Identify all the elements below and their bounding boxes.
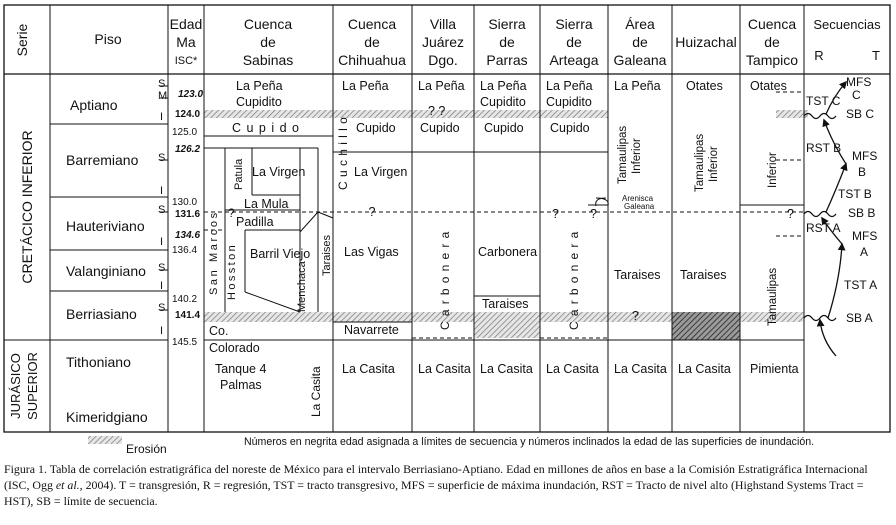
gal-arenisca: Arenisca — [622, 194, 654, 203]
header-chihuahua-3: Chihuahua — [338, 52, 406, 68]
art-la-pena: La Peña — [546, 79, 593, 93]
par-cupidito: Cupidito — [480, 95, 526, 109]
column-headers — [14, 16, 881, 68]
chi-cupido: Cupido — [356, 121, 396, 135]
header-piso: Piso — [94, 31, 122, 47]
seq-mfs-a-2: A — [860, 245, 869, 259]
header-sabinas-1: Cuenca — [243, 16, 293, 32]
seq-mfs-c-2: C — [852, 88, 861, 102]
sab-menchaca: Menchaca — [296, 261, 308, 312]
sab-barril-viejo: Barril Viejo — [250, 247, 311, 261]
sub-i-val: I — [160, 280, 164, 292]
sb-a-wave — [804, 316, 836, 321]
piso-valanginiano: Valanginiano — [66, 263, 146, 279]
gal-inferior: Inferior — [631, 138, 643, 174]
serie-cretacico: CRETÁCICO INFERIOR — [19, 130, 35, 284]
header-huizachal: Huizachal — [675, 34, 737, 50]
par-carbonera: Carbonera — [478, 245, 538, 259]
header-chihuahua-1: Cuenca — [347, 16, 397, 32]
sab-tanque: Tanque 4 — [215, 362, 267, 376]
age-123: 123.0 — [178, 89, 204, 100]
hui-otates: Otates — [686, 79, 723, 93]
chi-cuchillo: Cuchillo — [336, 112, 350, 190]
erosion-huizachal — [672, 312, 740, 340]
age-1414: 141.4 — [175, 310, 201, 321]
header-tampico-2: de — [764, 34, 780, 50]
age-124: 124.0 — [175, 109, 201, 120]
header-r: R — [814, 48, 824, 63]
sab-cupido: C u p i d o — [232, 121, 300, 135]
hui-taraises: Taraises — [680, 268, 727, 282]
sub-i-bar: I — [160, 185, 164, 197]
par-la-pena: La Peña — [480, 79, 527, 93]
stage-labels — [66, 97, 148, 425]
header-tampico-1: Cuenca — [747, 16, 797, 32]
sub-s-apt: S — [158, 78, 166, 90]
seq-tst-b: TST B — [838, 187, 872, 201]
vil-carbonera: Carbonera — [438, 226, 452, 330]
seq-mfs-b-2: B — [858, 165, 867, 179]
figure-caption — [4, 461, 894, 510]
gal-q: ? — [632, 309, 639, 323]
seq-mfs-a-1: MFS — [852, 229, 878, 243]
seq-rst-b: RST B — [806, 141, 842, 155]
villa-units — [418, 79, 471, 376]
piso-aptiano: Aptiano — [70, 97, 118, 113]
galeana-units — [614, 79, 667, 376]
serie-jurasico-2: SUPERIOR — [25, 352, 40, 420]
header-villa-2: Juárez — [421, 34, 465, 50]
art-la-casita: La Casita — [546, 362, 599, 376]
sab-la-mula: La Mula — [244, 197, 289, 211]
arrow-to-mfs-a — [828, 244, 842, 318]
sab-q: ? — [228, 206, 235, 220]
header-galeana-3: Galeana — [613, 52, 667, 68]
art-carbonera: Carbonera — [567, 226, 581, 330]
erosion-legend-swatch — [88, 436, 122, 444]
legend-note: Números en negrita edad asignada a límites de secuencia y números inclinados la edad de las superficies de inundación. — [244, 436, 815, 448]
sab-palmas: Palmas — [220, 378, 262, 392]
age-130: 130.0 — [172, 197, 198, 208]
art-cupidito: Cupidito — [546, 95, 592, 109]
series-labels — [8, 130, 40, 420]
header-galeana-1: Área — [625, 16, 655, 32]
sub-s-ber: S — [158, 302, 166, 314]
sub-s-val: S — [158, 262, 166, 274]
header-chihuahua-2: de — [364, 34, 380, 50]
age-labels — [172, 89, 203, 348]
piso-kimeridgiano: Kimeridgiano — [66, 409, 148, 425]
gal-taraises: Taraises — [614, 268, 661, 282]
par-cupido: Cupido — [484, 121, 524, 135]
erosion-parras — [474, 322, 540, 338]
sabinas-units — [208, 79, 333, 417]
vil-la-pena: La Peña — [418, 79, 465, 93]
vil-qq: ? ? — [428, 104, 446, 118]
chi-las-vigas: Las Vigas — [344, 245, 399, 259]
hui-la-casita: La Casita — [678, 362, 731, 376]
tam-pimienta: Pimienta — [750, 362, 799, 376]
age-1262: 126.2 — [175, 144, 201, 155]
header-serie: Serie — [14, 23, 30, 57]
caption-part1: Figura 1. Tabla de correlación estratigráfica del noreste de México para el intervalo Berriasiano-Aptiano. Edad en millones de años en base a la Comisión Estratigráfica Internacional (ISC, Ogg — [4, 462, 868, 493]
chi-q: ? — [368, 205, 376, 219]
piso-tithoniano: Tithoniano — [66, 354, 131, 370]
header-villa-3: Dgo. — [428, 52, 458, 68]
seq-mfs-b-1: MFS — [852, 149, 878, 163]
age-125: 125.0 — [172, 127, 198, 138]
sab-la-casita: La Casita — [309, 366, 323, 417]
header-villa-1: Villa — [429, 16, 457, 32]
header-arteaga-3: Arteaga — [549, 52, 599, 68]
gal-tamaulipas: Tamaulipas — [617, 125, 629, 184]
gal-la-casita: La Casita — [614, 362, 667, 376]
par-taraises: Taraises — [482, 297, 529, 311]
vil-cupido: Cupido — [420, 121, 460, 135]
seq-sb-b: SB B — [848, 206, 876, 220]
gal-galeana: Galeana — [624, 202, 655, 211]
tampico-units — [750, 79, 799, 376]
chi-la-casita: La Casita — [342, 362, 395, 376]
header-parras-3: Parras — [486, 52, 528, 68]
sub-s-bar: S — [158, 152, 166, 164]
header-arteaga-1: Sierra — [555, 16, 593, 32]
chi-navarrete: Navarrete — [344, 323, 399, 337]
gal-la-pena: La Peña — [614, 79, 661, 93]
sab-cupidito: Cupidito — [236, 95, 282, 109]
chi-la-virgen: La Virgen — [354, 165, 408, 179]
sab-padilla: Padilla — [236, 215, 274, 229]
seq-sb-a: SB A — [846, 311, 873, 325]
header-parras-1: Sierra — [488, 16, 526, 32]
header-parras-2: de — [499, 34, 515, 50]
erosion-band-aptian-seq — [776, 110, 808, 118]
header-arteaga-2: de — [566, 34, 582, 50]
age-1364: 136.4 — [172, 245, 198, 256]
age-1455: 145.5 — [172, 337, 198, 348]
sab-taraises: Taraises — [321, 235, 333, 276]
sequence-curves — [804, 82, 846, 356]
sb-c-wave — [804, 114, 836, 119]
piso-barremiano: Barremiano — [66, 152, 139, 168]
sab-co: Co. — [209, 324, 229, 338]
header-sabinas-2: de — [260, 34, 276, 50]
art-cupido: Cupido — [550, 121, 590, 135]
art-q1: ? — [552, 207, 559, 221]
tam-tamaulipas: Tamaulipas — [767, 267, 779, 326]
sub-m-apt: M — [158, 90, 168, 102]
header-galeana-2: de — [632, 34, 648, 50]
sub-i-apt: I — [160, 111, 164, 123]
arrow-tst-a — [820, 320, 836, 356]
vil-la-casita: La Casita — [418, 362, 471, 376]
header-secuencias: Secuencias — [813, 17, 881, 32]
caption-et-al: et al. — [55, 478, 80, 493]
arteaga-units — [546, 79, 599, 376]
hui-tamaulipas: Tamaulipas — [694, 133, 706, 192]
chihuahua-units — [336, 79, 407, 376]
sab-colorado: Colorado — [209, 341, 260, 355]
seq-tst-c: TST C — [806, 94, 841, 108]
seq-sb-c: SB C — [846, 107, 875, 121]
header-t: T — [872, 48, 880, 63]
tam-otates: Otates — [750, 79, 787, 93]
age-1316: 131.6 — [175, 209, 201, 220]
header-edad-3: ISC* — [174, 55, 198, 67]
sub-i-ber: I — [160, 325, 164, 337]
piso-hauteriviano: Hauteriviano — [66, 218, 145, 234]
legend-erosion: Erosión — [126, 442, 167, 456]
age-1346: 134.6 — [175, 230, 201, 241]
sab-patula: Patula — [233, 158, 245, 190]
art-q2: ? — [590, 207, 597, 221]
header-tampico-3: Tampico — [745, 52, 799, 68]
serie-jurasico-1: JURÁSICO — [8, 353, 23, 419]
piso-berriasiano: Berriasiano — [66, 306, 137, 322]
header-sabinas-3: Sabinas — [242, 52, 294, 68]
tam-inferior: Inferior — [767, 152, 779, 188]
seq-rst-a: RST A — [806, 221, 841, 235]
header-edad-1: Edad — [169, 16, 203, 32]
sub-i-hau: I — [160, 236, 164, 248]
sub-s-hau: S — [158, 204, 166, 216]
par-la-casita: La Casita — [480, 362, 533, 376]
tam-q: ? — [787, 207, 794, 221]
seq-tst-a: TST A — [844, 278, 878, 292]
sb-b-wave — [804, 212, 836, 217]
hui-inferior: Inferior — [708, 146, 720, 182]
sab-la-pena: La Peña — [236, 79, 283, 93]
sab-la-virgen: La Virgen — [252, 165, 306, 179]
header-edad-2: Ma — [176, 34, 196, 50]
age-1402: 140.2 — [172, 294, 198, 305]
erosion-band-aptian — [204, 110, 608, 118]
sab-san-marcos: San Marcos — [208, 210, 220, 295]
seq-mfs-c-1: MFS — [846, 75, 872, 89]
caption-part2: , 2004). T = transgresión, R = regresión, TST = tracto transgresivo, MFS = superficie de máxima inundación, RST = Tracto de nivel alto (Highstand Systems Tract = HST), SB = límite de secuencia. — [4, 478, 864, 509]
chi-la-pena: La Peña — [342, 79, 389, 93]
sab-hosston: Hosston — [226, 242, 238, 300]
sequence-labels — [806, 75, 877, 325]
substage-letters — [158, 78, 167, 337]
